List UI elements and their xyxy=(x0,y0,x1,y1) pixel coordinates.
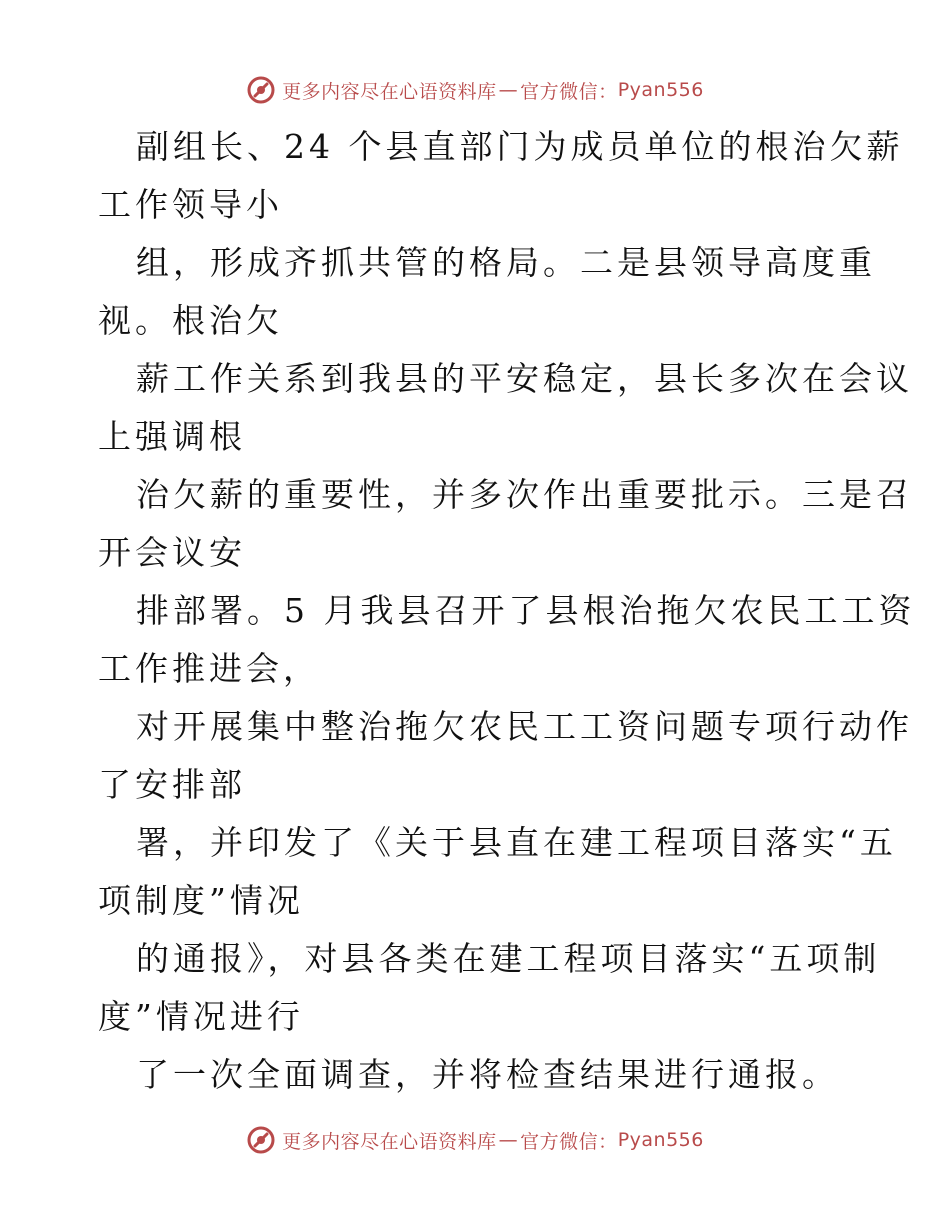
watermark-label: 官方微信： xyxy=(520,1130,618,1153)
seal-logo-icon xyxy=(246,1125,276,1155)
seal-logo-icon xyxy=(246,75,276,105)
body-line: 开会议安 xyxy=(98,533,246,572)
body-line: 治欠薪的重要性，并多次作出重要批示。三是召 xyxy=(136,475,913,514)
watermark-dash: — xyxy=(498,79,519,101)
body-line: 组，形成齐抓共管的格局。二是县领导高度重 xyxy=(136,243,876,282)
body-line: 署，并印发了《关于县直在建工程项目落实“五 xyxy=(136,823,897,862)
footer-watermark xyxy=(0,1120,950,1160)
header-watermark xyxy=(0,70,950,110)
body-line: 排部署。5 月我县召开了县根治拖欠农民工工资 xyxy=(136,591,916,630)
watermark-dash: — xyxy=(498,1129,519,1151)
body-line: 对开展集中整治拖欠农民工工资问题专项行动作 xyxy=(136,707,913,746)
document-body xyxy=(98,118,916,1104)
watermark-wechat-id: Pyan556 xyxy=(617,79,704,101)
body-line: 副组长、24 个县直部门为成员单位的根治欠薪 xyxy=(136,127,904,166)
watermark-text: 更多内容尽在心语资料库 xyxy=(282,80,497,103)
body-line: 工作领导小 xyxy=(98,185,283,224)
body-line: 上强调根 xyxy=(98,417,246,456)
watermark-text: 更多内容尽在心语资料库 xyxy=(282,1130,497,1153)
watermark-label: 官方微信： xyxy=(520,80,618,103)
body-line: 视。根治欠 xyxy=(98,301,283,340)
watermark-wechat-id: Pyan556 xyxy=(617,1129,704,1151)
body-line: 薪工作关系到我县的平安稳定，县长多次在会议 xyxy=(136,359,913,398)
body-line: 了安排部 xyxy=(98,765,246,804)
body-line: 了一次全面调查，并将检查结果进行通报。 xyxy=(136,1055,839,1094)
body-line: 项制度”情况 xyxy=(98,881,304,920)
body-line: 度”情况进行 xyxy=(98,997,304,1036)
body-line: 工作推进会， xyxy=(98,649,320,688)
body-line: 的通报》，对县各类在建工程项目落实“五项制 xyxy=(136,939,881,978)
